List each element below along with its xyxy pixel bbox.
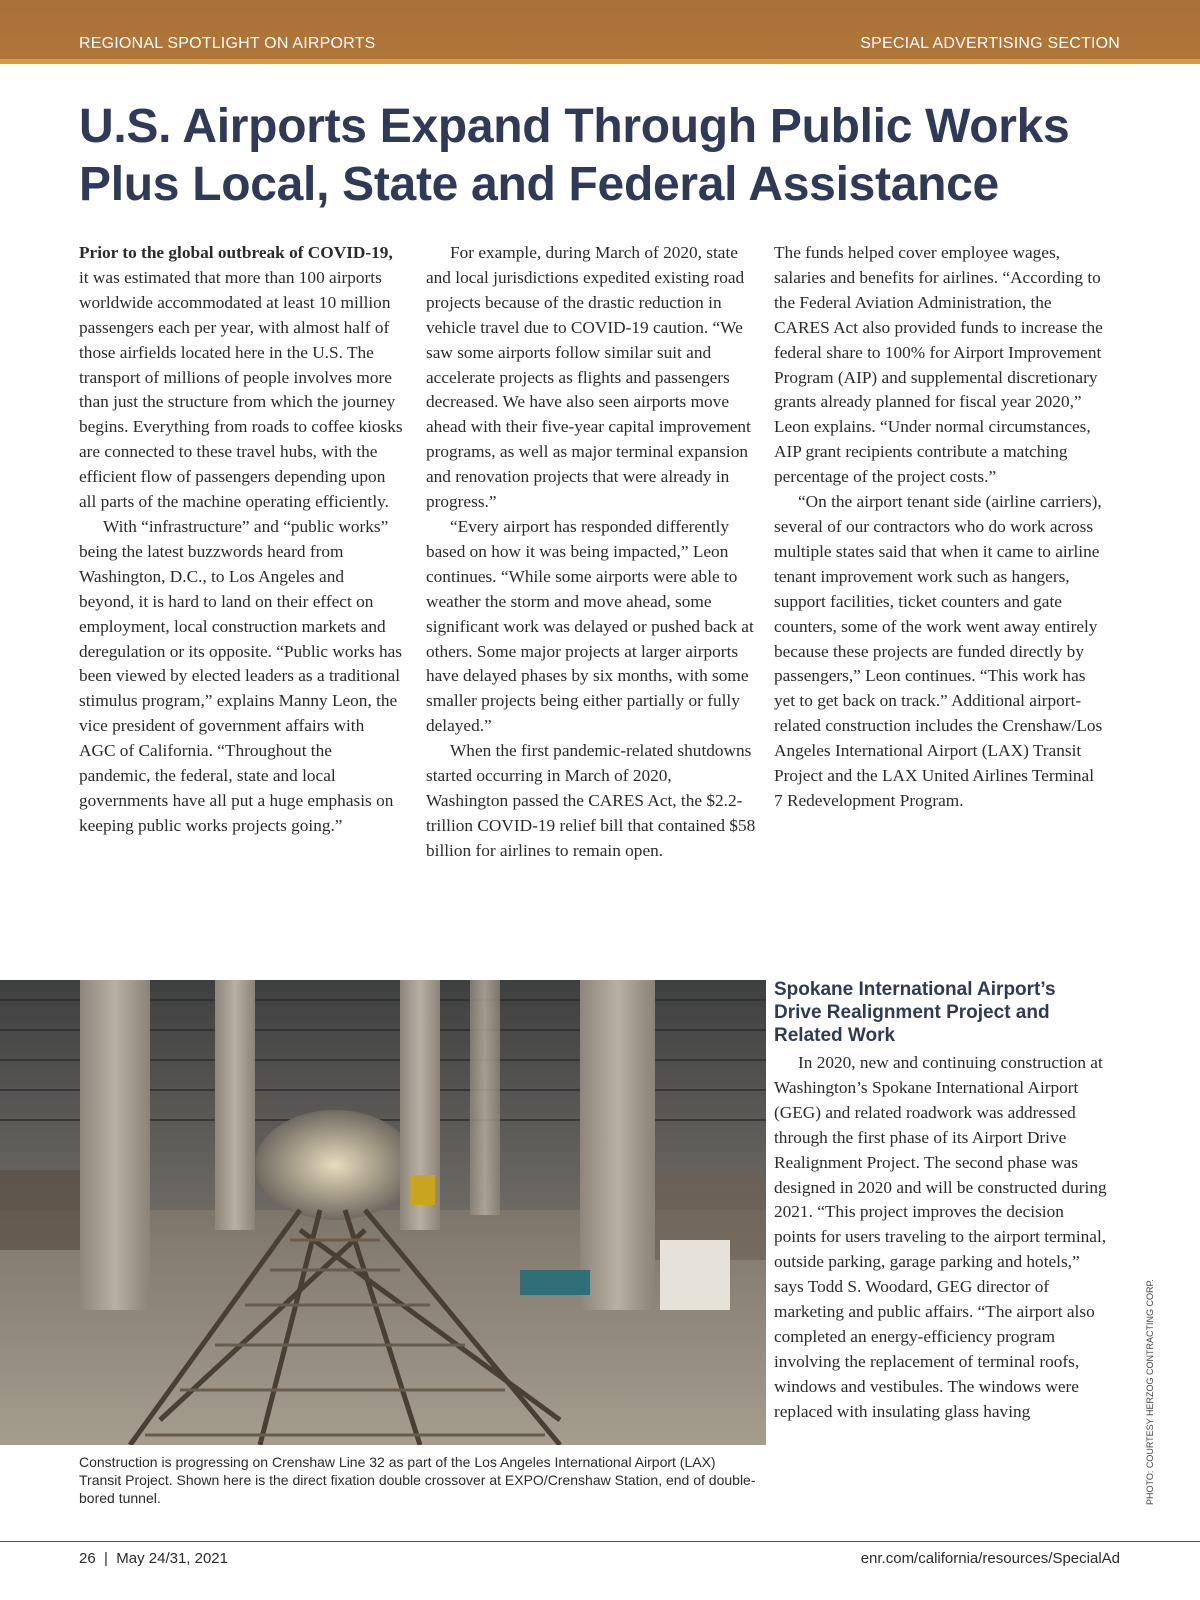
column1-paragraph-1-text: it was estimated that more than 100 airports worldwide accommodated at least 10 million passengers each per year, with almost half of those airfields located here in the U.S. The transport of millions of people involves more than just the structure from which the journey begins. Everything from roads to coffee kiosks are connected to these travel hubs, with the efficient flow of passengers depending upon all parts of the machine operating efficiently. [79, 267, 403, 512]
subheading-line-2: Drive Realignment Project and [774, 1002, 1050, 1023]
lead-in: Prior to the global outbreak of COVID-19, [79, 243, 393, 262]
footer-divider [0, 1541, 1200, 1542]
article-column-3 [774, 241, 1104, 814]
column2-paragraph-3: When the first pandemic-related shutdowns started occurring in March of 2020, Washington passed the CARES Act, the $2.2-trillion COVID-19 relief bill that contained $58 billion for airlines to remain open. [426, 741, 756, 860]
header-bar [0, 0, 1200, 64]
column3-paragraph-2: “On the airport tenant side (airline carriers), several of our contractors who do work across multiple states said that when it came to airline tenant improvement work such as hangers, support facilities, ticket counters and gate counters, some of the work went away entirely because these projects are funded directly by passengers,” Leon continues. “This work has yet to get back on track.” Additional airport-related construction includes the Crenshaw/Los Angeles International Airport (LAX) Transit Project and the LAX United Airlines Terminal 7 Redevelopment Program. [774, 492, 1103, 810]
column3-paragraph-1: The funds helped cover employee wages, salaries and benefits for airlines. “According to the Federal Aviation Administration, the CARES Act also provided funds to increase the federal share to 100% for Airport Improvement Program (AIP) and supplemental discretionary grants already planned for fiscal year 2020,” Leon explains. “Under normal circumstances, AIP grant recipients contribute a matching percentage of the project costs.” [774, 243, 1103, 487]
article-column-2 [426, 241, 756, 864]
advertising-label: SPECIAL ADVERTISING SECTION [860, 35, 1120, 52]
photo-credit: PHOTO: COURTESY HERZOG CONTRACTING CORP. [1145, 1279, 1155, 1505]
spokane-section [774, 978, 1109, 1425]
column2-paragraph-1: For example, during March of 2020, state and local jurisdictions expedited existing road projects because of the drastic reduction in vehicle travel due to COVID-19 caution. “We saw some airports follow similar suit and accelerate projects as flights and passengers decreased. We have also seen airports move ahead with their five-year capital improvement programs, as well as major terminal expansion and renovation projects that were already in progress.” [426, 243, 751, 512]
construction-photo [0, 980, 766, 1445]
column1-paragraph-2: With “infrastructure” and “public works” being the latest buzzwords heard from Washington, D.C., to Los Angeles and beyond, it is hard to land on their effect on employment, local construction markets and deregulation or its opposite. “Public works has been viewed by elected leaders as a traditional stimulus program,” explains Manny Leon, the vice president of government affairs with AGC of California. “Throughout the pandemic, the federal, state and local governments have all put a huge emphasis on keeping public works projects going.” [79, 516, 403, 835]
section-label: REGIONAL SPOTLIGHT ON AIRPORTS [79, 35, 376, 52]
page-number-date: 26 | May 24/31, 2021 [79, 1550, 228, 1567]
footer-url: enr.com/california/resources/SpecialAd [860, 1550, 1120, 1567]
column3-paragraph-3: In 2020, new and continuing construction at Washington’s Spokane International Airport (GEG) and related roadwork was addressed through the first phase of its Airport Drive Realignment Project. The second phase was designed in 2020 and will be constructed during 2021. “This project improves the decision points for users traveling to the airport terminal, outside parking, garage parking and hotels,” says Todd S. Woodard, GEG director of marketing and public affairs. “The airport also completed an energy-efficiency program involving the replacement of terminal roofs, windows and vestibules. The windows were replaced with insulating glass having [774, 1053, 1107, 1421]
title-line-2: Plus Local, State and Federal Assistance [79, 158, 999, 211]
article-column-1 [79, 241, 403, 839]
subheading-line-3: Related Work [774, 1025, 896, 1046]
section-subheading [774, 978, 1109, 1047]
subheading-line-1: Spokane International Airport’s [774, 979, 1056, 1000]
column2-paragraph-2: “Every airport has responded differently based on how it was being impacted,” Leon continues. “While some airports were able to weather the storm and move ahead, some significant work was delayed or pushed back at others. Some major projects at larger airports have delayed phases by six months, with some smaller projects being either partially or fully delayed.” [426, 516, 754, 736]
page-title [79, 98, 1139, 214]
tunnel-track-illustration [0, 980, 766, 1445]
title-line-1: U.S. Airports Expand Through Public Works [79, 100, 1070, 153]
column1-paragraph-1 [79, 241, 403, 515]
photo-caption: Construction is progressing on Crenshaw Line 32 as part of the Los Angeles International Airport (LAX) Transit Project. Shown here is the direct fixation double crossover at EXPO/Crenshaw Station, end of double-bored tunnel. [79, 1454, 756, 1506]
